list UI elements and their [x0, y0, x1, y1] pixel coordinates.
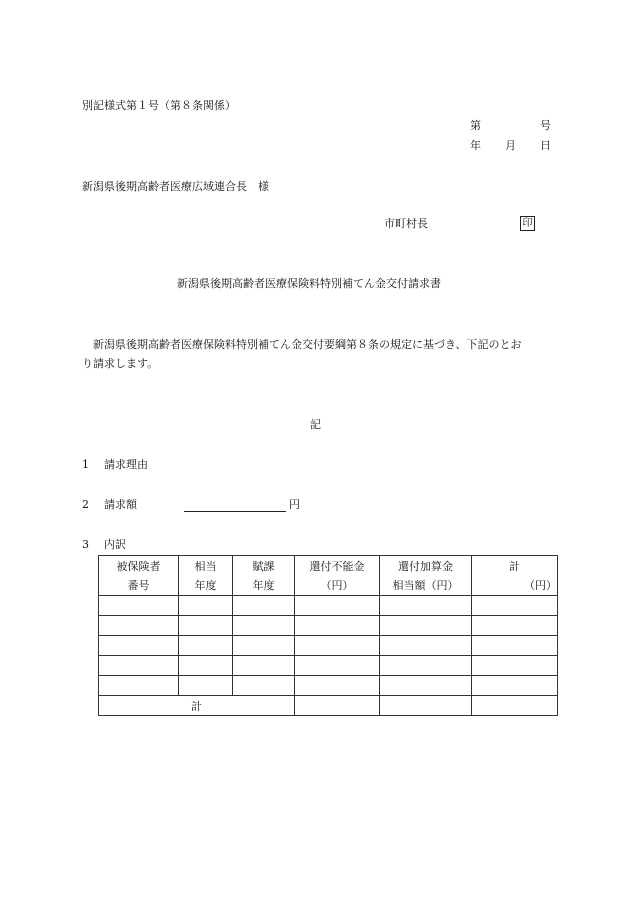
table-total-row — [99, 696, 558, 716]
amount-underline — [184, 511, 286, 512]
table-row — [99, 676, 558, 696]
form-label: 別記様式第１号（第８条関係） — [82, 99, 236, 112]
number-go: 号 — [540, 119, 551, 132]
table-row — [99, 636, 558, 656]
body-line-2: り請求します。 — [82, 357, 159, 370]
header-refund-addition: 還付加算金 相当額（円） — [380, 556, 472, 596]
document-title: 新潟県後期高齢者医療保険料特別補てん金交付請求書 — [177, 277, 441, 290]
table-row — [99, 616, 558, 636]
amount-unit: 円 — [289, 498, 300, 511]
header-equivalent-year: 相当 年度 — [179, 556, 233, 596]
table-row — [99, 656, 558, 676]
breakdown-table — [98, 555, 558, 716]
item-3-label: 内訳 — [104, 538, 126, 551]
table-row — [99, 596, 558, 616]
header-total: 計 （円） — [472, 556, 558, 596]
seal-mark: 印 — [520, 216, 535, 231]
number-dai: 第 — [470, 119, 481, 132]
item-2-label: 請求額 — [104, 498, 137, 511]
addressee: 新潟県後期高齢者医療広域連合長 様 — [82, 180, 269, 193]
item-3-number: 3 — [82, 538, 89, 551]
header-unrefundable: 還付不能金 （円） — [295, 556, 380, 596]
date-year: 年 — [470, 139, 481, 152]
header-levy-year: 賦課 年度 — [233, 556, 295, 596]
item-1-number: 1 — [82, 458, 89, 471]
body-line-1: 新潟県後期高齢者医療保険料特別補てん金交付要綱第８条の規定に基づき、下記のとお — [93, 338, 522, 351]
header-insured-number: 被保険者 番号 — [99, 556, 179, 596]
sender: 市町村長 — [384, 217, 428, 230]
table-header-row — [99, 556, 558, 596]
date-month: 月 — [505, 139, 516, 152]
date-day: 日 — [540, 139, 551, 152]
ki-heading: 記 — [310, 418, 321, 431]
total-label: 計 — [99, 696, 295, 716]
item-1-label: 請求理由 — [104, 458, 148, 471]
item-2-number: 2 — [82, 498, 89, 511]
